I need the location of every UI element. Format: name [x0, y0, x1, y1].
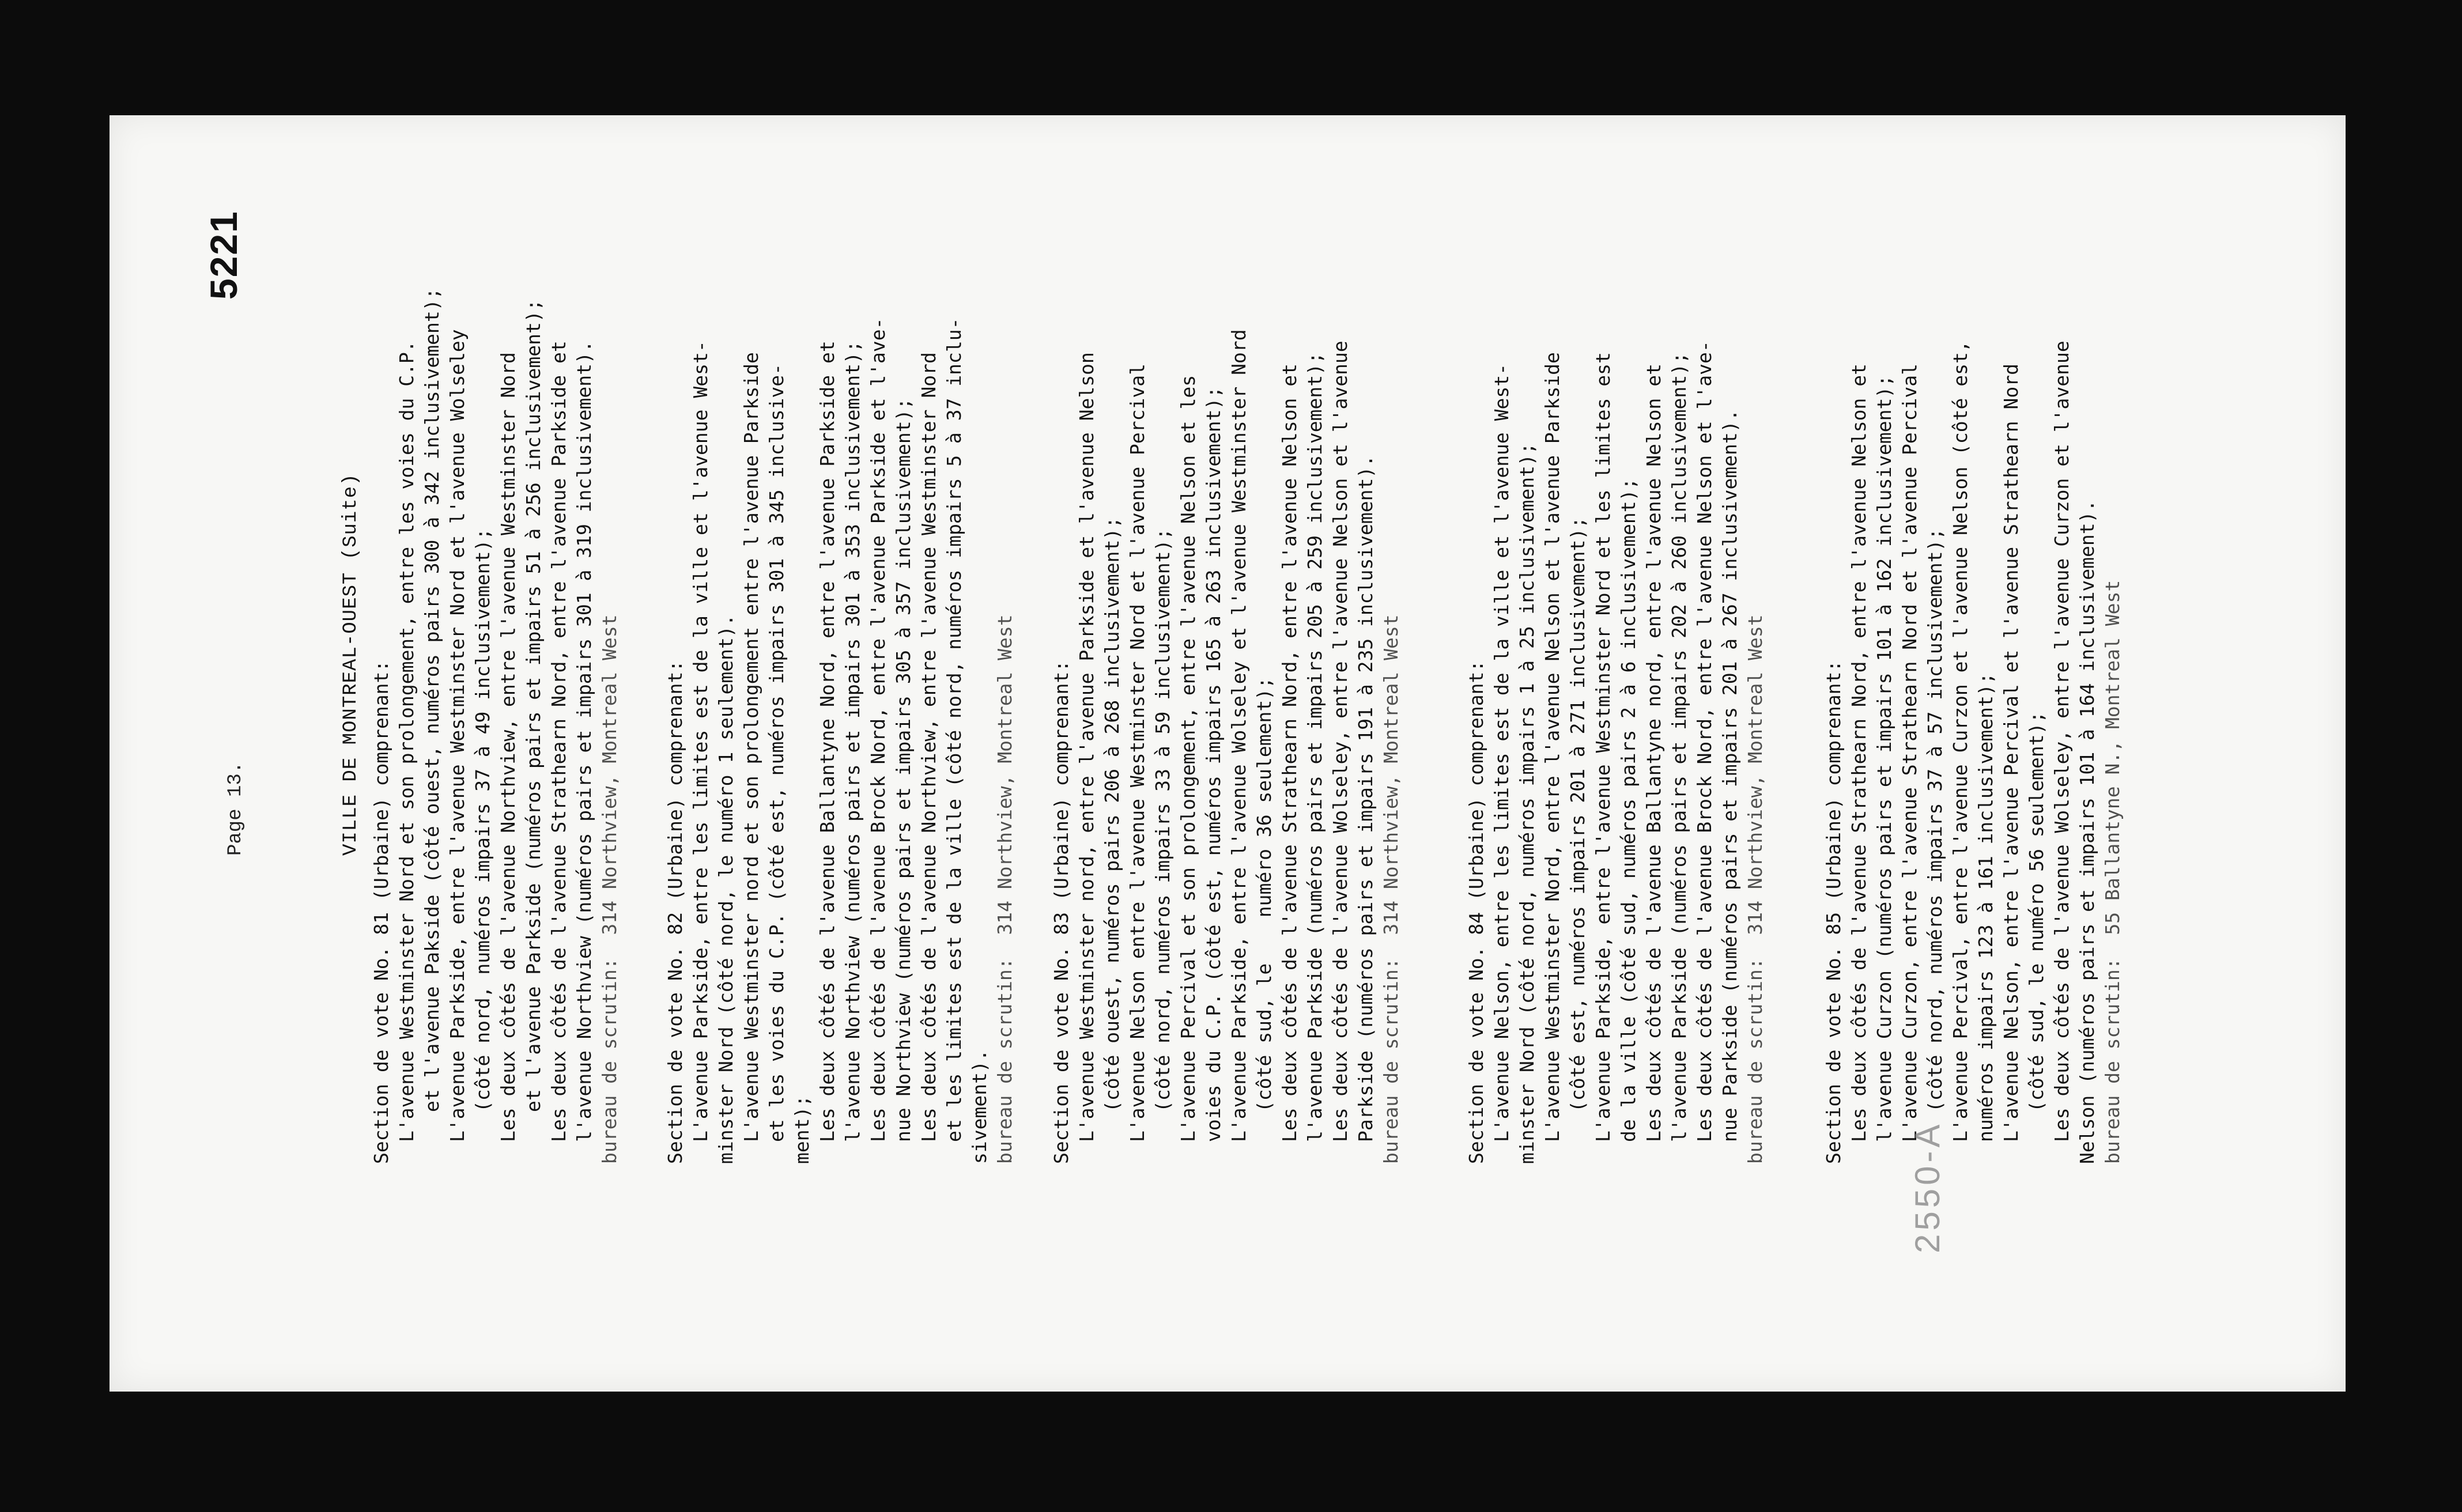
section-text-line: sivement).	[968, 1049, 991, 1164]
section-text-line: et les limites est de la ville (côté nord, numéros impairs 5 à 37 inclu-	[943, 317, 965, 1142]
section-text-line: minster Nord (côté nord, numéros impairs 1 à 25 inclusivement);	[1516, 443, 1538, 1164]
polling-station-line: bureau de scrutin: 314 Northview, Montreal West	[1744, 614, 1766, 1164]
section-text-line: L'avenue Nelson, entre les limites est de la ville et l'avenue West-	[1490, 363, 1513, 1142]
section-text-line: et l'avenue Pakside (côté ouest, numéros pairs 300 à 342 inclusivement);	[421, 288, 443, 1112]
section-text-line: voies du C.P. (côté est, numéros impairs 165 à 263 inclusivement);	[1202, 386, 1225, 1142]
sections-container	[369, 184, 2213, 1164]
section-text-line: Les deux côtés de l'avenue Ballantyne Nord, entre l'avenue Parkside et	[816, 341, 839, 1142]
polling-station-line: bureau de scrutin: 314 Northview, Montreal West	[598, 614, 621, 1164]
section-text-line: ment);	[791, 1095, 813, 1164]
section-text-line: Les deux côtés de l'avenue Brock Nord, entre l'avenue Parkside et l'ave-	[867, 317, 889, 1142]
polling-station-line: bureau de scrutin: 314 Northview, Montreal West	[994, 614, 1016, 1164]
section-text-line: (côté nord, numéros impairs 37 à 57 inclusivement);	[1924, 528, 1946, 1112]
section-text-line: nue Northview (numéros pairs et impairs 305 à 357 inclusivement);	[892, 398, 915, 1142]
section-text-line: l'avenue Parkside (numéros pairs et impairs 205 à 259 inclusivement);	[1304, 352, 1326, 1142]
section-text-line: Section de vote No. 82 (Urbaine) comprenant:	[664, 660, 686, 1164]
section-text-line: minster Nord (côté nord, le numéro 1 seulement).	[715, 614, 737, 1164]
section-text-line: Les deux côtés de l'avenue Wolseley, entre l'avenue Curzon et l'avenue	[2051, 341, 2073, 1142]
voting-section	[1049, 184, 1404, 1164]
page-label: Page 13.	[225, 761, 247, 856]
section-text-line: et les voies du C.P. (côté est, numéros impairs 301 à 345 inclusive-	[765, 363, 788, 1142]
section-text-line: Section de vote No. 84 (Urbaine) comprenant:	[1465, 660, 1487, 1164]
section-text-line: L'avenue Parkside, entre les limites est de la ville et l'avenue West-	[689, 341, 712, 1142]
section-text-line: L'avenue Nelson entre l'avenue Westminster Nord et l'avenue Percival	[1126, 363, 1149, 1142]
section-text-line: de la ville (côté sud, numéros pairs 2 à 6 inclusivement);	[1617, 478, 1640, 1142]
section-text-line: (côté sud, le numéro 36 seulement);	[1253, 677, 1275, 1112]
section-text-line: (côté est, numéros impairs 201 à 271 inclusivement);	[1566, 516, 1589, 1112]
section-text-line: Section de vote No. 81 (Urbaine) comprenant:	[370, 660, 392, 1164]
section-text-line: L'avenue Westminster Nord, entre l'avenue Nelson et l'avenue Parkside	[1541, 352, 1564, 1142]
section-text-line: L'avenue Parkside, entre l'avenue Westminster Nord et l'avenue Wolseley	[446, 329, 469, 1142]
section-text-line: Les deux côtés de l'avenue Strathearn Nord, entre l'avenue Nelson et	[1848, 363, 1870, 1142]
section-text-line: (côté nord, numéros impairs 37 à 49 inclusivement);	[471, 528, 494, 1112]
document-page	[109, 115, 2346, 1392]
section-text-line: (côté sud, le numéro 56 seulement);	[2025, 711, 2048, 1112]
section-text-line: Les deux côtés de l'avenue Northview, entre l'avenue Westminster Nord	[497, 352, 519, 1142]
section-text-line: (côté nord, numéros impairs 33 à 59 inclusivement);	[1151, 528, 1174, 1112]
section-text-line: Section de vote No. 83 (Urbaine) comprenant:	[1050, 660, 1073, 1164]
section-text-line: et l'avenue Parkside (numéros pairs et impairs 51 à 256 inclusivement);	[522, 299, 545, 1112]
section-text-line: Section de vote No. 85 (Urbaine) comprenant:	[1822, 660, 1845, 1164]
section-text-line: L'avenue Percival, entre l'avenue Curzon et l'avenue Nelson (côté est,	[1949, 341, 1972, 1142]
section-text-line: L'avenue Parkside, entre l'avenue Westminster Nord et les limites est	[1592, 352, 1614, 1142]
section-text-line: Les deux côtés de l'avenue Ballantyne nord, entre l'avenue Nelson et	[1642, 363, 1665, 1142]
archive-mark: 2550-A	[1908, 1121, 1947, 1253]
section-text-line: l'avenue Parkside (numéros pairs et impairs 202 à 260 inclusivement);	[1668, 352, 1690, 1142]
section-text-line: nue Parkside (numéros pairs et impairs 201 à 267 inclusivement).	[1719, 409, 1741, 1142]
section-text-line: L'avenue Westminster nord et son prolongement entre l'avenue Parkside	[740, 352, 762, 1142]
section-text-line: Parkside (numéros pairs et impairs 191 à 235 inclusivement).	[1354, 455, 1377, 1142]
rotated-content	[109, 115, 2346, 1392]
section-text-line: L'avenue Curzon, entre l'avenue Strathearn Nord et l'avenue Percival	[1898, 363, 1921, 1142]
section-text-line: Les deux côtés de l'avenue Brock Nord, entre l'avenue Nelson et l'ave-	[1693, 341, 1716, 1142]
page-title: VILLE DE MONTREAL-OUEST (Suite)	[340, 473, 362, 856]
section-text-line: l'avenue Northview (numéros pairs et impairs 301 à 319 inclusivement).	[573, 341, 595, 1142]
stamp-number: 5221	[202, 210, 245, 300]
section-text-line: L'avenue Nelson, entre l'avenue Percival et l'avenue Strathearn Nord	[2000, 363, 2022, 1142]
section-text-line: L'avenue Percival et son prolongement, entre l'avenue Nelson et les	[1177, 375, 1199, 1142]
polling-station-line: bureau de scrutin: 55 Ballantyne N., Montreal West	[2101, 580, 2124, 1164]
section-text-line: (côté ouest, numéros pairs 206 à 268 inclusivement);	[1101, 516, 1123, 1112]
section-text-line: Les deux côtés de l'avenue Strathearn Nord, entre l'avenue Parkside et	[547, 341, 570, 1142]
voting-section	[1464, 184, 1768, 1164]
section-text-line: Les deux côtés de l'avenue Wolseley, entre l'avenue Nelson et l'avenue	[1329, 341, 1351, 1142]
section-text-line: Les deux côtés de l'avenue Northview, entre l'avenue Westminster Nord	[917, 352, 940, 1142]
section-text-line: L'avenue Westminster nord, entre l'avenue Parkside et l'avenue Nelson	[1075, 352, 1098, 1142]
section-text-line: l'avenue Curzon (numéros pairs et impairs 101 à 162 inclusivement);	[1873, 375, 1895, 1142]
section-text-line: L'avenue Westminster Nord et son prolongement, entre les voies du C.P.	[395, 341, 418, 1142]
section-text-line: L'avenue Parkside, entre l'avenue Wolseley et l'avenue Westminster Nord	[1228, 329, 1250, 1142]
voting-section	[663, 184, 1018, 1164]
section-text-line: numéros impairs 123 à 161 inclusivement);	[1974, 672, 1997, 1142]
voting-section	[369, 184, 622, 1164]
section-text-line: l'avenue Northview (numéros pairs et impairs 301 à 353 inclusivement);	[841, 341, 864, 1142]
polling-station-line: bureau de scrutin: 314 Northview, Montreal West	[1380, 614, 1402, 1164]
section-text-line: Nelson (numéros pairs et impairs 101 à 164 inclusivement).	[2076, 500, 2098, 1164]
voting-section	[1821, 184, 2125, 1164]
section-text-line: Les deux côtés de l'avenue Strathearn Nord, entre l'avenue Nelson et	[1278, 363, 1301, 1142]
